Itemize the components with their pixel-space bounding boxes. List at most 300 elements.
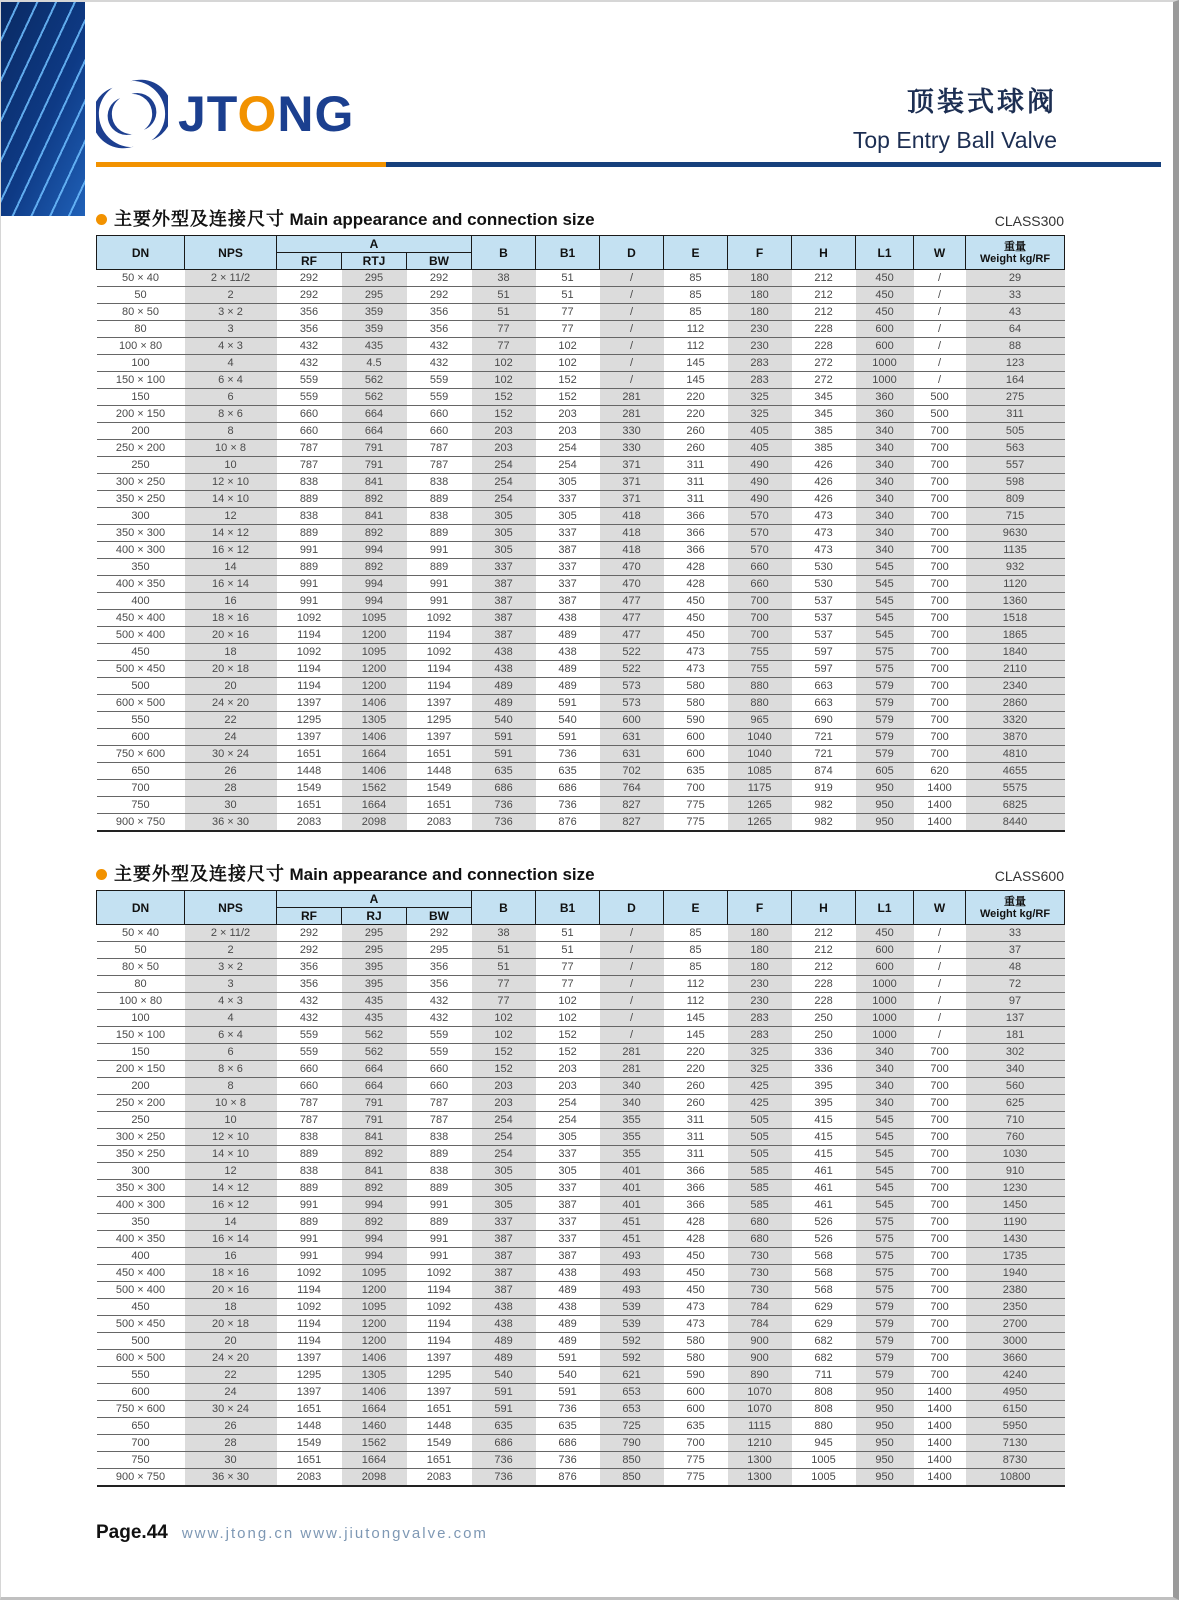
table-cell: 50 × 40	[97, 925, 185, 942]
table-row	[97, 1163, 1065, 1180]
table-cell: 620	[914, 763, 966, 780]
table-cell: /	[914, 1010, 966, 1027]
table-cell: 994	[342, 593, 407, 610]
table-cell: 1194	[407, 1282, 472, 1299]
table-cell: 663	[792, 695, 856, 712]
table-cell: 359	[342, 321, 407, 338]
table-cell: 405	[728, 423, 792, 440]
table-cell: 102	[472, 1027, 536, 1044]
table-cell: 230	[728, 976, 792, 993]
table-cell: 841	[342, 474, 407, 491]
table-cell: 438	[536, 610, 600, 627]
table-cell: 700	[914, 423, 966, 440]
table-row	[97, 1027, 1065, 1044]
table-cell: 1400	[914, 780, 966, 797]
table-cell: 700	[914, 610, 966, 627]
table-cell: 1070	[728, 1401, 792, 1418]
table-row	[97, 661, 1065, 678]
col-header-weight: 重量 Weight kg/RF	[966, 891, 1065, 925]
table-cell: 360	[856, 406, 914, 423]
table-cell: 102	[536, 338, 600, 355]
table-cell: 50	[97, 287, 185, 304]
table-cell: 292	[407, 270, 472, 287]
table-cell: 876	[536, 1469, 600, 1487]
table-cell: 562	[342, 389, 407, 406]
table-cell: 838	[407, 508, 472, 525]
page-number: Page.44	[96, 1522, 168, 1543]
table-row	[97, 270, 1065, 287]
table-row	[97, 321, 1065, 338]
table-cell: 550	[97, 712, 185, 729]
col-header-b: B	[472, 236, 536, 270]
table-cell: 473	[664, 644, 728, 661]
table-cell: 540	[536, 712, 600, 729]
table-cell: 590	[664, 712, 728, 729]
table-cell: 570	[728, 508, 792, 525]
table-cell: 100	[97, 1010, 185, 1027]
table-cell: 51	[536, 925, 600, 942]
table-cell: 28	[185, 1435, 277, 1452]
table-cell: 889	[407, 1180, 472, 1197]
table-cell: 575	[856, 1265, 914, 1282]
table-cell: 585	[728, 1180, 792, 1197]
table-cell: 600	[856, 959, 914, 976]
table-cell: 700	[914, 1333, 966, 1350]
page-title-zh: 顶装式球阀	[907, 87, 1057, 117]
table-cell: 1092	[277, 1265, 342, 1282]
table-cell: 4	[185, 355, 277, 372]
table-cell: 340	[856, 525, 914, 542]
table-cell: 1070	[728, 1384, 792, 1401]
table-row	[97, 1129, 1065, 1146]
table-cell: 150 × 100	[97, 372, 185, 389]
table-row	[97, 1282, 1065, 1299]
table-cell: 932	[966, 559, 1065, 576]
table-cell: 1865	[966, 627, 1065, 644]
table-cell: 841	[342, 1163, 407, 1180]
table-row	[97, 576, 1065, 593]
table-row	[97, 1231, 1065, 1248]
table-cell: 350 × 250	[97, 1146, 185, 1163]
table-cell: 418	[600, 508, 664, 525]
table-row	[97, 1061, 1065, 1078]
table-cell: 1651	[407, 1401, 472, 1418]
col-header-b1: B1	[536, 891, 600, 925]
table-cell: 559	[277, 1044, 342, 1061]
table-row	[97, 1333, 1065, 1350]
table-cell: 432	[407, 338, 472, 355]
table-cell: 311	[966, 406, 1065, 423]
table-cell: 366	[664, 508, 728, 525]
table-cell: 20 × 16	[185, 1282, 277, 1299]
table-cell: 500	[97, 678, 185, 695]
table-cell: 366	[664, 1163, 728, 1180]
table-cell: 254	[536, 1112, 600, 1129]
table-cell: 356	[407, 976, 472, 993]
table-cell: 597	[792, 661, 856, 678]
col-header-h: H	[792, 891, 856, 925]
table-cell: 787	[407, 1095, 472, 1112]
table-cell: 4810	[966, 746, 1065, 763]
table-cell: 539	[600, 1299, 664, 1316]
table-cell: 889	[407, 1214, 472, 1231]
table-cell: 428	[664, 559, 728, 576]
table-cell: 505	[728, 1146, 792, 1163]
table-cell: 432	[277, 1010, 342, 1027]
table-cell: 8 × 6	[185, 406, 277, 423]
table-cell: 336	[792, 1061, 856, 1078]
table-cell: 750 × 600	[97, 746, 185, 763]
table-cell: 387	[536, 542, 600, 559]
table-cell: 426	[792, 491, 856, 508]
table-cell: 359	[342, 304, 407, 321]
table-cell: 12	[185, 1163, 277, 1180]
table-cell: 250	[792, 1010, 856, 1027]
table-cell: 1448	[407, 763, 472, 780]
table-cell: 340	[856, 1078, 914, 1095]
table-cell: 85	[664, 304, 728, 321]
table-row	[97, 1044, 1065, 1061]
table-cell: 1200	[342, 661, 407, 678]
table-cell: 461	[792, 1180, 856, 1197]
table-cell: 889	[277, 525, 342, 542]
table-cell: 428	[664, 1214, 728, 1231]
table-cell: 686	[536, 780, 600, 797]
table-cell: 20	[185, 1333, 277, 1350]
dimensions-table-class300	[96, 235, 1065, 832]
table-cell: 775	[664, 1452, 728, 1469]
table-cell: 77	[472, 993, 536, 1010]
table-cell: 1092	[277, 610, 342, 627]
table-cell: 260	[664, 1078, 728, 1095]
table-cell: 579	[856, 1367, 914, 1384]
table-cell: 30 × 24	[185, 746, 277, 763]
table-cell: 700	[914, 1129, 966, 1146]
table-cell: 1095	[342, 1299, 407, 1316]
table-cell: 1095	[342, 610, 407, 627]
table-cell: 700	[914, 593, 966, 610]
table-cell: 991	[277, 1197, 342, 1214]
table-cell: 700	[914, 1231, 966, 1248]
table-cell: 635	[472, 763, 536, 780]
table-cell: 537	[792, 627, 856, 644]
table-cell: 600 × 500	[97, 1350, 185, 1367]
col-header-f: F	[728, 891, 792, 925]
table-row	[97, 423, 1065, 440]
table-row	[97, 593, 1065, 610]
table-cell: 700	[914, 1350, 966, 1367]
table-cell: 760	[966, 1129, 1065, 1146]
table-cell: 80 × 50	[97, 959, 185, 976]
table-cell: 425	[728, 1078, 792, 1095]
table-cell: 145	[664, 1010, 728, 1027]
logo-swirl-icon	[96, 78, 168, 150]
table-cell: 1095	[342, 644, 407, 661]
table-cell: 545	[856, 610, 914, 627]
table-cell: 2700	[966, 1316, 1065, 1333]
table-cell: 260	[664, 440, 728, 457]
table-cell: 600	[856, 942, 914, 959]
table-cell: 470	[600, 576, 664, 593]
table-cell: 736	[472, 797, 536, 814]
col-header-a: A	[277, 891, 472, 908]
table-cell: 580	[664, 1333, 728, 1350]
table-cell: 790	[600, 1435, 664, 1452]
col-header-w: W	[914, 236, 966, 270]
table-cell: 371	[600, 457, 664, 474]
table-cell: 1549	[407, 780, 472, 797]
table-cell: 254	[472, 1146, 536, 1163]
table-cell: 426	[792, 474, 856, 491]
table-cell: 2083	[407, 814, 472, 832]
table-cell: 721	[792, 729, 856, 746]
table-cell: 250 × 200	[97, 1095, 185, 1112]
table-cell: 1448	[407, 1418, 472, 1435]
table-cell: 1265	[728, 814, 792, 832]
table-cell: 405	[728, 440, 792, 457]
table-cell: 85	[664, 959, 728, 976]
table-cell: 292	[277, 925, 342, 942]
table-cell: 490	[728, 474, 792, 491]
table-cell: 1400	[914, 814, 966, 832]
table-cell: 680	[728, 1231, 792, 1248]
table-cell: 750 × 600	[97, 1401, 185, 1418]
table-cell: 1940	[966, 1265, 1065, 1282]
table-cell: 85	[664, 287, 728, 304]
table-cell: 7130	[966, 1435, 1065, 1452]
table-cell: 477	[600, 593, 664, 610]
table-cell: 700	[914, 457, 966, 474]
table-cell: 152	[536, 389, 600, 406]
table-cell: 311	[664, 1146, 728, 1163]
table-cell: 102	[472, 1010, 536, 1027]
table-cell: 591	[536, 695, 600, 712]
table-cell: 591	[472, 1401, 536, 1418]
section-title-en: Main appearance and connection size	[289, 865, 595, 884]
table-cell: 3320	[966, 712, 1065, 729]
table-cell: 545	[856, 1180, 914, 1197]
table-cell: 473	[664, 661, 728, 678]
table-cell: 660	[407, 406, 472, 423]
table-cell: 30	[185, 1452, 277, 1469]
table-cell: 2098	[342, 1469, 407, 1487]
table-cell: 537	[792, 593, 856, 610]
table-cell: 305	[472, 542, 536, 559]
table-cell: 38	[472, 925, 536, 942]
table-cell: 356	[407, 304, 472, 321]
table-cell: 450	[664, 627, 728, 644]
table-cell: 451	[600, 1214, 664, 1231]
table-cell: 43	[966, 304, 1065, 321]
table-cell: 1651	[277, 1452, 342, 1469]
table-row	[97, 627, 1065, 644]
table-cell: 1194	[407, 678, 472, 695]
col-header-rf: RF	[277, 253, 342, 270]
table-cell: 1000	[856, 355, 914, 372]
col-header-rtj: RTJ	[342, 253, 407, 270]
table-cell: 337	[536, 1214, 600, 1231]
table-cell: 30	[185, 797, 277, 814]
table-row	[97, 1299, 1065, 1316]
col-header-bw: BW	[407, 253, 472, 270]
table-cell: 300 × 250	[97, 474, 185, 491]
table-row	[97, 959, 1065, 976]
table-cell: 1406	[342, 1350, 407, 1367]
table-cell: 2 × 11/2	[185, 270, 277, 287]
table-cell: 350 × 300	[97, 1180, 185, 1197]
table-cell: 400 × 350	[97, 576, 185, 593]
table-cell: 1448	[277, 763, 342, 780]
table-cell: 401	[600, 1163, 664, 1180]
table-cell: 1430	[966, 1231, 1065, 1248]
table-cell: 14	[185, 1214, 277, 1231]
table-cell: 281	[600, 406, 664, 423]
table-cell: /	[600, 372, 664, 389]
table-cell: 950	[856, 1401, 914, 1418]
table-cell: 490	[728, 457, 792, 474]
table-cell: 900	[728, 1350, 792, 1367]
table-cell: 721	[792, 746, 856, 763]
table-cell: 1305	[342, 712, 407, 729]
table-cell: 600	[600, 712, 664, 729]
table-cell: 557	[966, 457, 1065, 474]
table-cell: 435	[342, 993, 407, 1010]
table-cell: 889	[277, 1180, 342, 1197]
table-cell: 1651	[277, 746, 342, 763]
table-cell: 80 × 50	[97, 304, 185, 321]
table-cell: 80	[97, 976, 185, 993]
table-cell: 28	[185, 780, 277, 797]
table-cell: 700	[914, 1061, 966, 1078]
table-cell: 680	[728, 1214, 792, 1231]
table-cell: 220	[664, 1061, 728, 1078]
table-cell: 702	[600, 763, 664, 780]
table-cell: 664	[342, 1061, 407, 1078]
table-cell: 1194	[407, 661, 472, 678]
table-cell: 550	[97, 1367, 185, 1384]
col-header-d: D	[600, 891, 664, 925]
table-cell: 650	[97, 1418, 185, 1435]
table-cell: 102	[472, 355, 536, 372]
table-cell: 1210	[728, 1435, 792, 1452]
table-cell: 401	[600, 1197, 664, 1214]
table-cell: 366	[664, 542, 728, 559]
table-cell: 700	[914, 729, 966, 746]
table-row	[97, 1384, 1065, 1401]
table-cell: 203	[472, 440, 536, 457]
table-cell: 337	[536, 1231, 600, 1248]
table-cell: 1400	[914, 1401, 966, 1418]
table-cell: 152	[472, 406, 536, 423]
table-cell: 1549	[277, 1435, 342, 1452]
table-cell: 629	[792, 1316, 856, 1333]
table-cell: 20 × 16	[185, 627, 277, 644]
table-cell: 600	[664, 746, 728, 763]
table-cell: 51	[472, 287, 536, 304]
table-cell: 700	[914, 1078, 966, 1095]
table-cell: 356	[407, 959, 472, 976]
col-header-l1: L1	[856, 236, 914, 270]
table-cell: 1397	[277, 729, 342, 746]
bullet-icon	[96, 869, 107, 880]
table-cell: 1651	[407, 1452, 472, 1469]
table-cell: 1450	[966, 1197, 1065, 1214]
table-cell: 112	[664, 976, 728, 993]
table-cell: 350 × 250	[97, 491, 185, 508]
table-cell: /	[914, 993, 966, 1010]
section-title-class300	[96, 205, 1064, 229]
table-cell: 292	[277, 270, 342, 287]
table-cell: 600 × 500	[97, 695, 185, 712]
table-cell: 112	[664, 338, 728, 355]
table-cell: 281	[600, 1044, 664, 1061]
table-cell: 230	[728, 338, 792, 355]
table-cell: 1651	[277, 797, 342, 814]
table-cell: 356	[407, 321, 472, 338]
table-row	[97, 1265, 1065, 1282]
table-cell: 490	[728, 491, 792, 508]
table-cell: 295	[342, 942, 407, 959]
table-cell: 1305	[342, 1367, 407, 1384]
table-cell: 12	[185, 508, 277, 525]
table-cell: 14	[185, 559, 277, 576]
table-cell: 1230	[966, 1180, 1065, 1197]
table-cell: 489	[472, 678, 536, 695]
table-cell: 537	[792, 610, 856, 627]
table-cell: 305	[536, 1129, 600, 1146]
table-cell: 686	[472, 1435, 536, 1452]
table-cell: 994	[342, 576, 407, 593]
table-cell: 1397	[407, 1384, 472, 1401]
website-urls: www.jtong.cn www.jiutongvalve.com	[181, 1525, 488, 1542]
table-cell: 300	[97, 508, 185, 525]
table-cell: 300	[97, 1163, 185, 1180]
table-cell: 736	[536, 797, 600, 814]
table-cell: 145	[664, 1027, 728, 1044]
table-cell: 889	[277, 1146, 342, 1163]
table-cell: 77	[536, 976, 600, 993]
table-row	[97, 678, 1065, 695]
table-cell: 4950	[966, 1384, 1065, 1401]
table-cell: 950	[856, 1418, 914, 1435]
table-cell: 700	[914, 746, 966, 763]
table-cell: 545	[856, 627, 914, 644]
table-row	[97, 457, 1065, 474]
table-cell: 591	[536, 1384, 600, 1401]
table-cell: 489	[472, 1333, 536, 1350]
table-cell: 450	[856, 287, 914, 304]
table-cell: 660	[407, 1078, 472, 1095]
table-cell: 1397	[277, 1384, 342, 1401]
table-cell: 102	[536, 993, 600, 1010]
table-cell: 838	[407, 1163, 472, 1180]
table-cell: 254	[536, 440, 600, 457]
table-cell: 736	[536, 746, 600, 763]
table-cell: 305	[472, 1180, 536, 1197]
table-cell: 340	[856, 457, 914, 474]
table-cell: 700	[914, 525, 966, 542]
table-cell: 24 × 20	[185, 1350, 277, 1367]
table-cell: 152	[472, 1044, 536, 1061]
table-cell: 850	[600, 1452, 664, 1469]
table-row	[97, 942, 1065, 959]
section-title-zh: 主要外型及连接尺寸	[114, 209, 285, 229]
table-row	[97, 1452, 1065, 1469]
table-cell: 563	[966, 440, 1065, 457]
table-cell: 275	[966, 389, 1065, 406]
table-cell: 20 × 18	[185, 661, 277, 678]
table-row	[97, 1078, 1065, 1095]
